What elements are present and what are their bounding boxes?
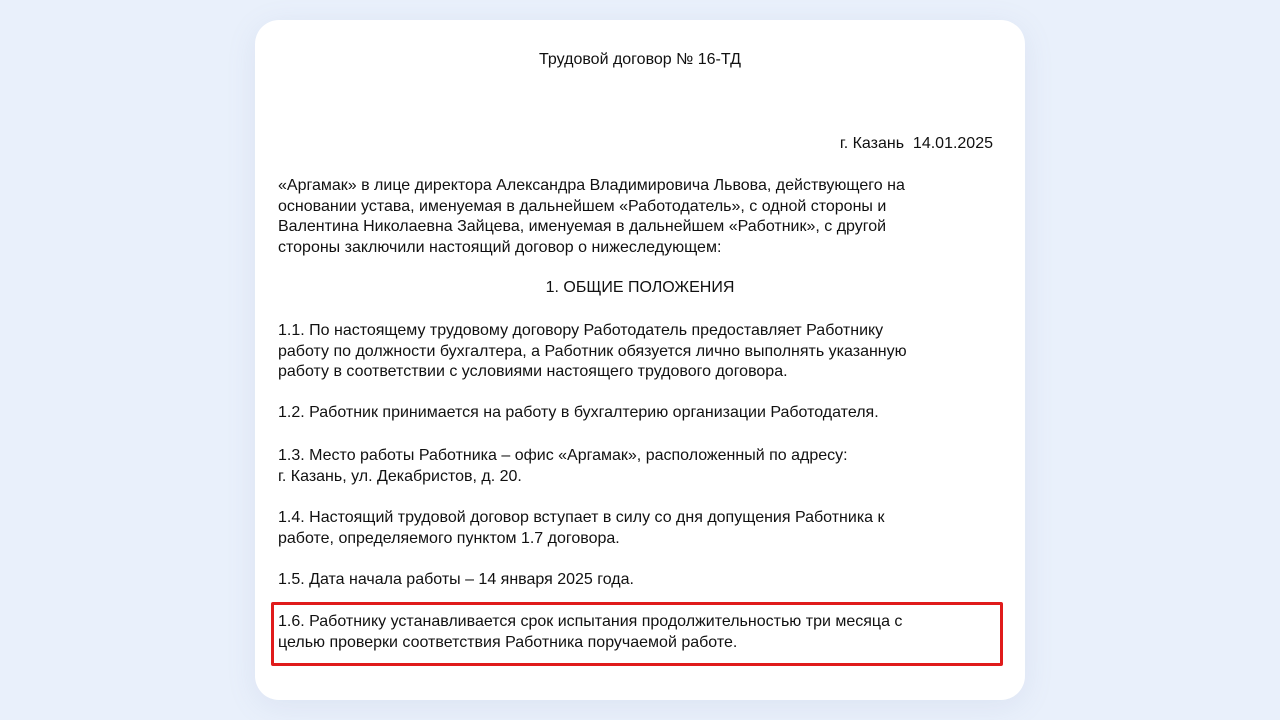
preamble-paragraph: «Аргамак» в лице директора Александра Владимировича Львова, действующего на основании устава, именуемая в дальнейшем «Работодатель», с одной стороны и Валентина Николаевна Зайцева, именуемая в дальнейшем «Работник», с другой стороны заключили настоящий договор о нижеследующем: bbox=[278, 177, 905, 256]
document-city-date: г. Казань 14.01.2025 bbox=[839, 135, 993, 152]
clause-1-3: 1.3. Место работы Работника – офис «Аргамак», расположенный по адресу: г. Казань, ул. Декабристов, д. 20. bbox=[278, 447, 848, 485]
document-title: Трудовой договор № 16-ТД bbox=[539, 51, 741, 68]
clause-1-2: 1.2. Работник принимается на работу в бухгалтерию организации Работодателя. bbox=[278, 404, 879, 421]
section-heading: 1. ОБЩИЕ ПОЛОЖЕНИЯ bbox=[545, 279, 735, 296]
clause-1-4: 1.4. Настоящий трудовой договор вступает в силу со дня допущения Работника к работе, определяемого пунктом 1.7 договора. bbox=[278, 509, 885, 547]
clause-1-5: 1.5. Дата начала работы – 14 января 2025 года. bbox=[278, 571, 634, 588]
clause-1-1: 1.1. По настоящему трудовому договору Работодатель предоставляет Работнику работу по должности бухгалтера, а Работник обязуется лично выполнять указанную работу в соответствии с условиями настоящего трудового договора. bbox=[278, 322, 907, 380]
document-card bbox=[255, 20, 1025, 700]
clause-1-6: 1.6. Работнику устанавливается срок испытания продолжительностью три месяца с целью проверки соответствия Работника поручаемой работе. bbox=[278, 613, 903, 651]
